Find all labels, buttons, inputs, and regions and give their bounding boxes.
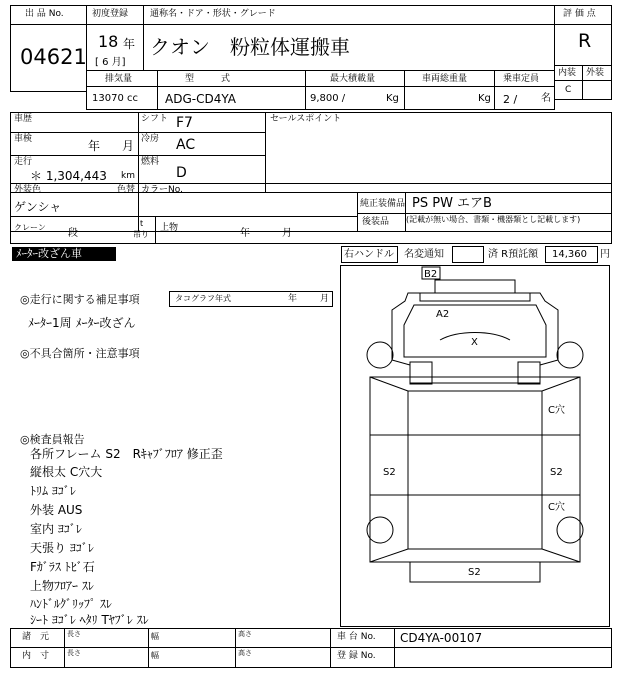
capacity: 2 / [503,93,518,106]
max-load-unit: Kg [386,93,399,104]
inspector-line: Fｶﾞﾗｽ ﾄﾋﾞ石 [30,560,95,574]
inspection-month-unit: 月 [122,139,135,153]
aftermarket-note: (記載が無い場合、書類・機器類とし記載します) [406,215,581,224]
wheel-rear-left [367,517,393,543]
upper-label: 上物 [160,223,179,233]
year-unit: 年 [123,37,136,51]
footer-table [10,628,612,668]
tachograph-label: タコグラフ年式 [175,294,231,303]
inspector-line: 天張り ﾖｺﾞﾚ [30,541,94,555]
history-label: 車歴 [14,114,33,124]
capacity-label: 乗車定員 [503,74,540,84]
inspector-title: ◎検査員報告 [20,433,85,446]
inspector-line: 外装 AUS [30,503,83,517]
name-change-label: 名変通知 [404,249,444,260]
mark-c-hole-upper: C穴 [548,405,565,416]
crane-t-label: t [140,219,144,228]
height-label: 高さ [238,649,252,657]
ac-value: AC [176,137,196,153]
mark-s2-left: S2 [383,467,396,478]
first-reg-label: 初度登録 [92,9,129,19]
length-label: 長さ [67,649,81,657]
inspector-line: ﾄﾘﾑ ﾖｺﾞﾚ [30,484,76,498]
score-label: 評 価 点 [563,9,596,19]
max-load: 9,800 / [310,93,346,104]
dims-label: 諸 元 [22,632,50,642]
cab-left-door [410,362,432,384]
registration-label: 登 録 No. [337,651,376,661]
model-label: 型 式 [185,74,231,84]
lot-label: 出 品 No. [25,9,64,19]
mark-s2-right: S2 [550,467,563,478]
lot-number: 04621 [20,45,87,69]
inspector-line: 各所フレーム S2 Rｷｬﾌﾞﾌﾛｱ 修正歪 [30,447,223,461]
shift-value: F7 [176,115,193,131]
meter-tampered-banner: ﾒｰﾀｰ改ざん車 [12,247,116,261]
sales-point-label: セールスポイント [270,114,342,124]
driving-note: ﾒｰﾀｰ1周 ﾒｰﾀｰ改ざん [28,316,136,330]
rhd-flag: 右ハンドル [344,249,394,260]
exterior-label: 外装 [586,68,605,78]
interior-label: 内装 [558,68,577,78]
mileage-label: 走行 [14,157,33,167]
ac-label: 冷房 [141,134,160,144]
exterior-score-cell [582,80,612,100]
interior-dims-label: 内 寸 [22,651,50,661]
mark-x: X [471,337,478,348]
model: ADG-CD4YA [165,92,236,106]
mark-s2-rear: S2 [468,567,481,578]
crane-stage-label: 段 [68,228,78,239]
ext-color-label: 外装色 [14,185,42,195]
chassis-number: CD4YA-00107 [400,631,483,645]
fuel-value: D [176,165,187,181]
mileage-value: ＊ 1,304,443 [30,169,107,183]
cab-front-bar [420,293,530,301]
gross-weight-unit: Kg [478,93,491,104]
inspector-line: 縦根太 C穴大 [30,465,103,479]
score-value: R [578,30,592,52]
aftermarket-label: 後装品 [362,217,390,227]
genuine-equip-value: PS PW エアB [412,196,492,211]
height-label: 高さ [238,630,252,638]
genuine-equip-label: 純正装備品 [360,199,406,209]
name-change-box [452,246,484,263]
cab-top [435,280,515,293]
crane-label: クレーン [14,223,46,232]
inspector-line: 上物ﾌﾛｱｰ ｽﾚ [30,579,94,593]
length-label: 長さ [67,630,81,638]
upper-year-unit: 年 [240,228,250,239]
driving-notes-title: ◎走行に関する補足事項 [20,293,140,306]
mark-c-hole-lower: C穴 [548,502,565,513]
deposit-unit: 円 [600,249,610,260]
cab-right-door [518,362,540,384]
wheel-front-left [367,342,393,368]
mark-b2: B2 [424,269,438,280]
name-label: 通称名・ドア・形状・グレード [150,9,276,19]
chassis-label: 車 台 No. [337,632,376,642]
cargo-bed [408,391,542,549]
max-load-label: 最大積載量 [330,74,376,84]
interior-score: C [565,85,572,95]
inspector-line: 室内 ﾖｺﾞﾚ [30,522,82,536]
color-no-label: カラーNo. [141,185,183,195]
wheel-front-right [557,342,583,368]
inspector-line: ｼｰﾄ ﾖｺﾞﾚ ﾍﾀﾘ Tﾔﾌﾞﾚ ｽﾚ [30,613,149,627]
inspection-label: 車検 [14,134,33,144]
mileage-unit: km [121,171,135,181]
tacho-year-unit: 年 [288,294,298,304]
first-reg-year: 18 [98,32,119,51]
inspection-year-unit: 年 [88,139,101,153]
deposit-value: 14,360 [552,249,587,260]
crane-hang-label: 吊り [133,230,149,239]
fuel-label: 燃料 [141,157,160,167]
capacity-unit: 名 [541,93,551,104]
inspector-line: ﾊﾝﾄﾞﾙｸﾞﾘｯﾌﾟ ｽﾚ [30,597,112,611]
gross-weight-label: 車両総重量 [422,74,468,84]
wheel-rear-right [557,517,583,543]
mark-a2: A2 [436,309,450,320]
ext-color-value: ゲンシャ [14,200,62,214]
shift-label: シフト [141,114,169,124]
defects-title: ◎不具合箇所・注意事項 [20,347,140,360]
width-label: 幅 [151,651,159,660]
first-reg-month: [ 6 月] [95,57,126,68]
cab-roof [404,305,546,357]
tacho-month-unit: 月 [320,294,330,304]
displacement: 13070 cc [92,93,138,104]
color-change-label: 色替 [117,185,136,195]
displacement-label: 排気量 [105,74,133,84]
deposit-label: 済 R預託額 [488,249,539,260]
width-label: 幅 [151,632,159,641]
vehicle-name: クオン 粉粒体運搬車 [150,35,350,59]
upper-month-unit: 月 [282,228,292,239]
vehicle-diagram [340,265,610,627]
